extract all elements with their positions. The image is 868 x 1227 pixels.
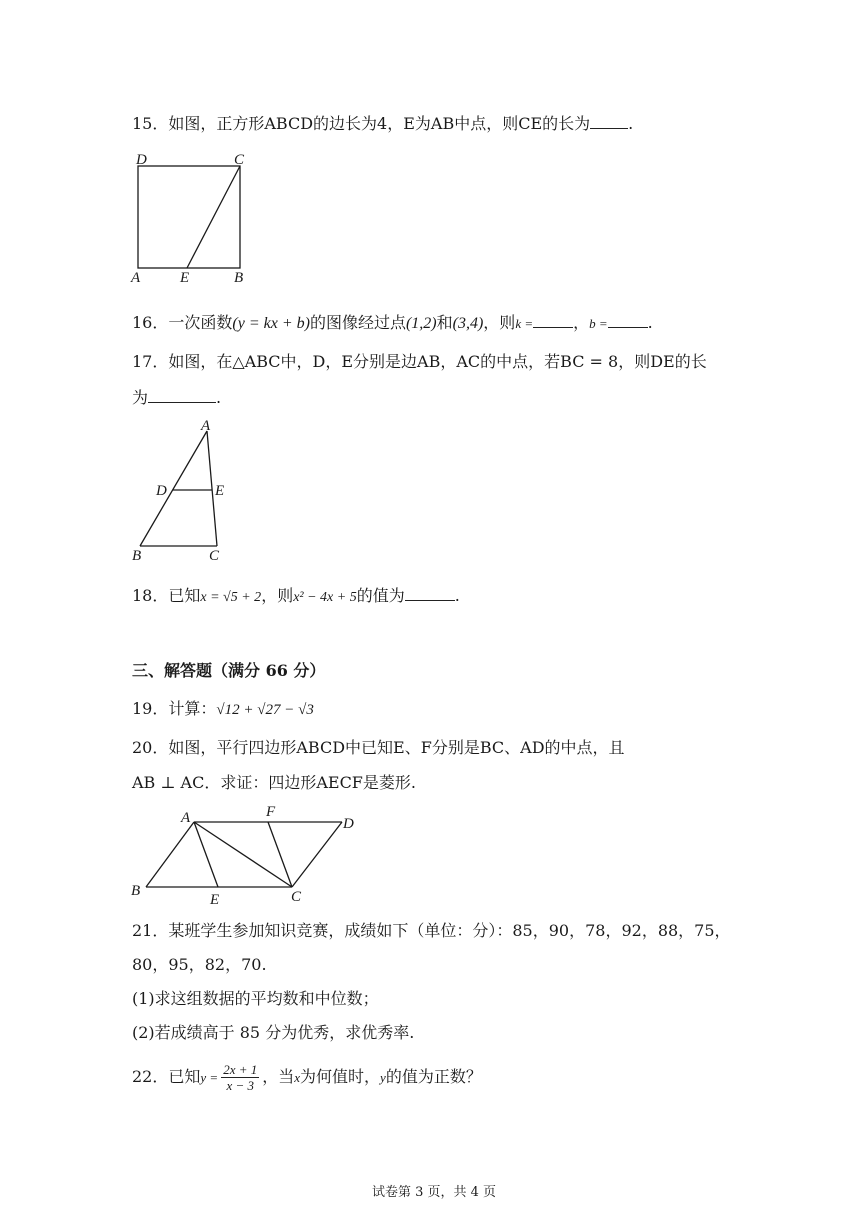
q18-text-b: ，则 [261, 586, 294, 605]
q19-number: 19． [132, 699, 169, 718]
question-17-line-2 [132, 386, 221, 409]
q16-b-blank[interactable] [608, 311, 648, 328]
q15-label-B: B [234, 270, 244, 286]
q22-text-b: ，当 [262, 1067, 295, 1086]
q17-text-2: 为 [132, 388, 149, 407]
question-15 [132, 112, 633, 135]
question-16 [132, 311, 653, 335]
q15-number: 15． [132, 114, 169, 133]
q20-text-2: AB ⊥ AC．求证：四边形AECF是菱形. [132, 773, 416, 792]
q16-point-1: (1,2) [405, 315, 437, 332]
q20-label-C: C [291, 889, 302, 905]
q20-label-F: F [266, 804, 276, 820]
q18-answer-blank[interactable] [405, 584, 455, 601]
q16-comma: ， [573, 313, 590, 332]
question-19 [132, 698, 314, 721]
q20-number: 20． [132, 738, 169, 757]
q16-function: (y = kx + b) [232, 315, 310, 332]
q22-text-a: 已知 [168, 1067, 201, 1086]
question-17 [132, 351, 707, 373]
q15-label-C: C [234, 152, 245, 168]
q22-number: 22． [132, 1067, 169, 1086]
question-21-part-2: (2)若成绩高于 85 分为优秀，求优秀率. [132, 1023, 415, 1042]
q22-text-d: 的值为正数？ [385, 1067, 482, 1086]
q15-label-D: D [136, 152, 147, 168]
q16-text-b: 的图像经过点 [309, 313, 406, 332]
q17-number: 17． [132, 352, 169, 371]
q20-parallelogram-figure [128, 800, 368, 910]
q17-triangle-figure [128, 416, 238, 566]
question-20 [132, 737, 625, 759]
page-footer: 试卷第 3 页，共 4 页 [371, 1185, 497, 1200]
q22-x: x [294, 1070, 301, 1085]
q21-text: 某班学生参加知识竞赛，成绩如下（单位：分）：85，90，78，92，88，75， [168, 921, 731, 940]
q22-y: y [380, 1070, 386, 1085]
question-18 [132, 584, 460, 609]
q15-label-A: A [131, 270, 141, 286]
q17-label-D: D [156, 483, 167, 499]
q15-square-figure [128, 148, 258, 288]
question-22 [132, 1062, 482, 1093]
question-21-line-2: 80，95，82，70. [132, 955, 267, 974]
q16-text-c: ，则 [483, 313, 516, 332]
q22-denominator: x − 3 [226, 1078, 254, 1093]
question-21-part-1: (1)求这组数据的平均数和中位数； [132, 989, 379, 1008]
question-21 [132, 920, 731, 942]
q20-label-E: E [210, 892, 220, 908]
q19-text: 计算： [168, 699, 217, 718]
q18-text-c: 的值为 [356, 586, 405, 605]
q16-b-label: b = [589, 316, 608, 331]
q17-label-E: E [215, 483, 225, 499]
q17-label-C: C [209, 548, 220, 564]
q16-text-a: 一次函数 [168, 313, 233, 332]
q16-period: . [647, 313, 653, 332]
question-20-line-2 [132, 772, 416, 794]
q17-answer-blank[interactable] [148, 386, 216, 403]
q17-label-A: A [201, 418, 211, 434]
q16-and: 和 [436, 313, 453, 332]
q15-answer-blank[interactable] [590, 112, 628, 129]
q21-number: 21． [132, 921, 169, 940]
q22-y-equals: y = [200, 1070, 219, 1085]
q20-label-B: B [131, 883, 141, 899]
q19-expression: √12 + √27 − √3 [216, 702, 314, 718]
q22-fraction [221, 1062, 259, 1093]
q20-text: 如图，平行四边形ABCD中已知E、F分别是BC、AD的中点，且 [168, 738, 625, 757]
q16-number: 16． [132, 313, 169, 332]
q15-period: . [628, 114, 634, 133]
q20-label-D: D [343, 816, 354, 832]
q17-text: 如图，在△ABC中，D，E分别是边AB，AC的中点，若BC = 8，则DE的长 [168, 352, 707, 371]
q15-text: 如图，正方形ABCD的边长为4，E为AB中点，则CE的长为 [168, 114, 591, 133]
q17-label-B: B [132, 548, 142, 564]
q20-label-A: A [181, 810, 191, 826]
q22-text-c: 为何值时， [300, 1067, 381, 1086]
q16-k-label: k = [515, 316, 534, 331]
q18-text-a: 已知 [168, 586, 201, 605]
q16-k-blank[interactable] [533, 311, 573, 328]
q17-period: . [216, 388, 222, 407]
q16-point-2: (3,4) [452, 315, 484, 332]
q18-period: . [454, 586, 460, 605]
q22-numerator: 2x + 1 [223, 1062, 258, 1077]
q15-label-E: E [180, 270, 190, 286]
q18-expression-1: x = √5 + 2 [200, 590, 262, 605]
section-heading: 三、解答题（满分 66 分） [132, 661, 326, 680]
q18-expression-2: x² − 4x + 5 [293, 590, 357, 605]
q18-number: 18． [132, 586, 169, 605]
